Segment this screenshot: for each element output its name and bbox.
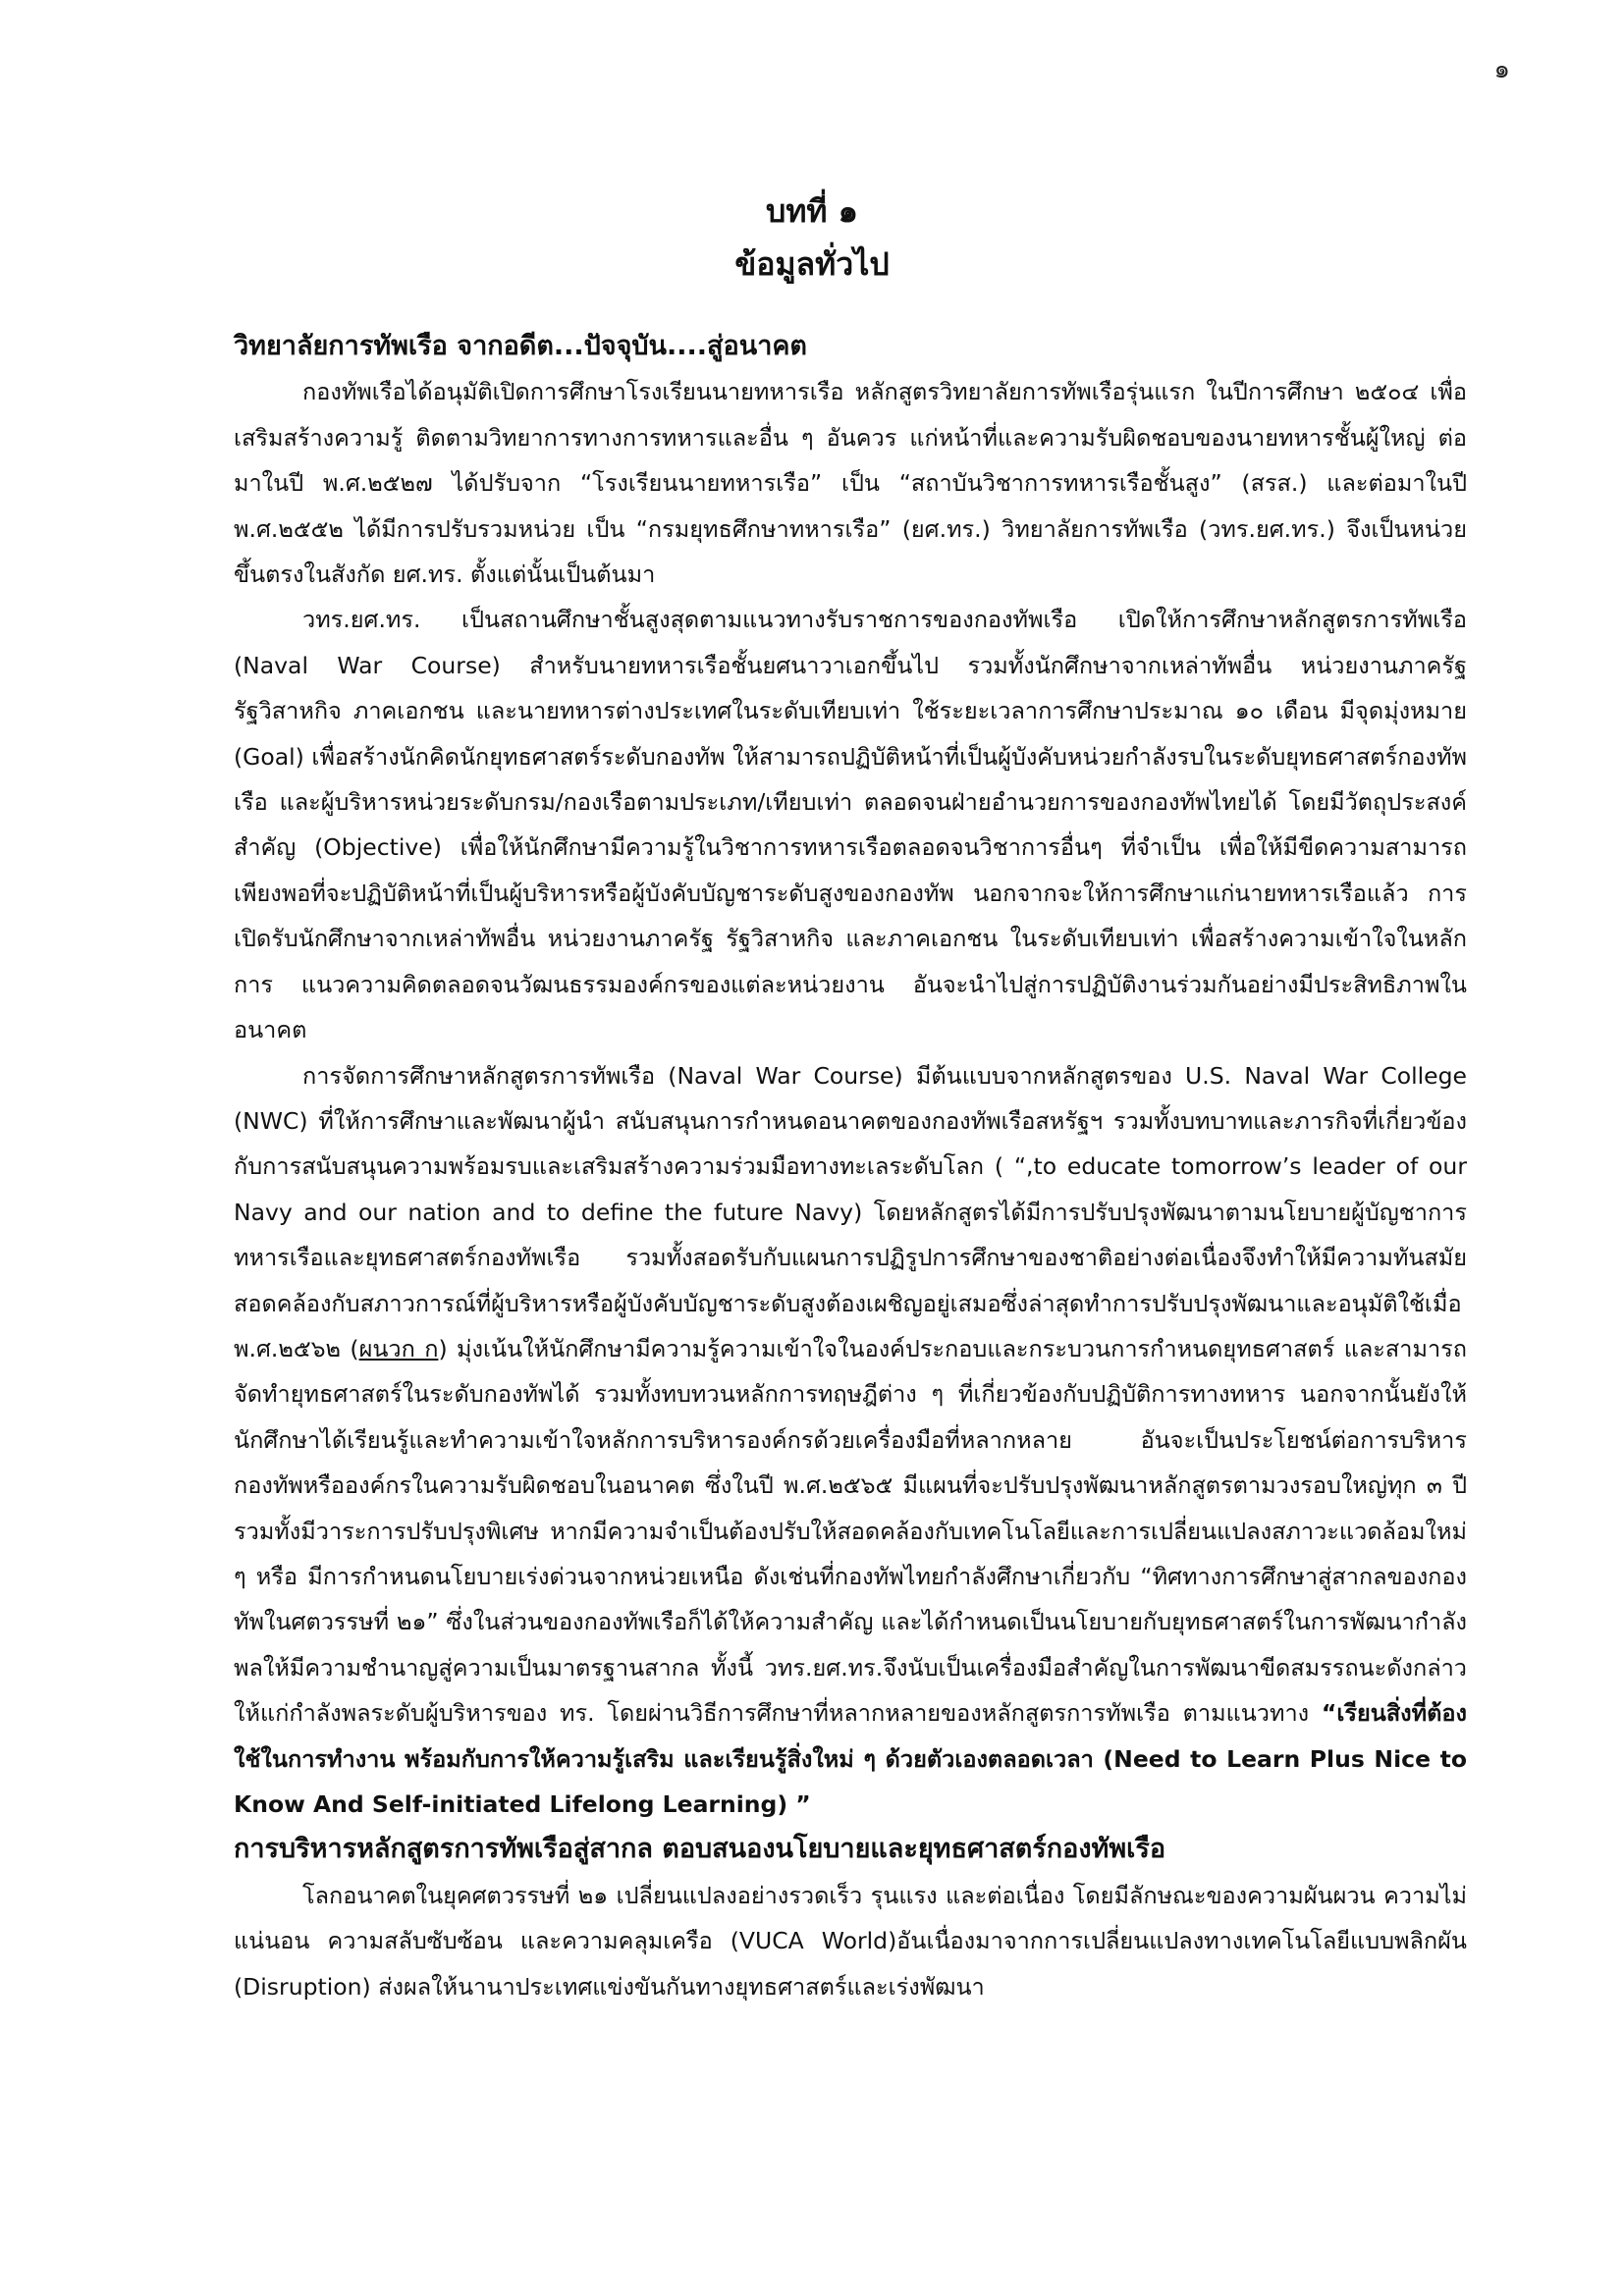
learning-motto: “เรียนสิ่งที่ต้องใช้ในการทำงาน พร้อมกับการให้ความรู้เสริม และเรียนรู้สิ่งใหม่ ๆ ด้วยตัวเองตลอดเวลา (Need to Learn Plus Nice to Know And Self-initiated Lifelong Learning) ” [234, 1699, 1467, 1818]
annex-a-link[interactable]: ผนวก ก [358, 1334, 439, 1362]
section-heading-history: วิทยาลัยการทัพเรือ จากอดีต...ปัจจุบัน....สู่อนาคต [234, 331, 807, 361]
curriculum-text-start: การจัดการศึกษาหลักสูตรการทัพเรือ (Naval War Course) มีต้นแบบจากหลักสูตรของ U.S. Naval War College (NWC) ที่ให้การศึกษาและพัฒนาผู้นำ สนับสนุนการกำหนดอนาคตของกองทัพเรือสหรัฐฯ รวมทั้งบทบาทและภารกิจที่เกี่ยวข้องกับการสนับสนุนความพร้อมรบและเสริมสร้างความร่วมมือทางทะเลระดับโลก ( “,to educate tomorrow’s leader of our Navy and our nation and to define the future Navy) โดยหลักสูตรได้มีการปรับปรุงพัฒนาตามนโยบายผู้บัญชาการทหารเรือและยุทธศาสตร์กองทัพเรือ รวมทั้งสอดรับกับแผนการปฏิรูปการศึกษาของชาติอย่างต่อเนื่องจึงทำให้มีความทันสมัย สอดคล้องกับสภาวการณ์ที่ผู้บริหารหรือผู้บังคับบัญชาระดับสูงต้องเผชิญอยู่เสมอซึ่งล่าสุดทำการปรับปรุงพัฒนาและอนุมัติใช้เมื่อ พ.ศ.๒๕๖๒ ( [234, 1061, 1467, 1362]
chapter-title: ข้อมูลทั่วไป [734, 245, 890, 283]
document-body [234, 324, 1467, 2009]
page-number: ๑ [1493, 55, 1510, 84]
chapter-number: บทที่ ๑ [766, 192, 858, 230]
paragraph-future-world: โลกอนาคตในยุคศตวรรษที่ ๒๑ เปลี่ยนแปลงอย่างรวดเร็ว รุนแรง และต่อเนื่อง โดยมีลักษณะของความผันผวน ความไม่แน่นอน ความสลับซับซ้อน และความคลุมเครือ (VUCA World)อันเนื่องมาจากการเปลี่ยนแปลงทางเทคโนโลยีแบบพลิกผัน (Disruption) ส่งผลให้นานาประเทศแข่งขันกันทางยุทธศาสตร์และเร่งพัฒนา [234, 1881, 1467, 2001]
paragraph-curriculum [234, 1053, 1467, 1828]
paragraph-history: กองทัพเรือได้อนุมัติเปิดการศึกษาโรงเรียนนายทหารเรือ หลักสูตรวิทยาลัยการทัพเรือรุ่นแรก ในปีการศึกษา ๒๕๐๔ เพื่อเสริมสร้างความรู้ ติดตามวิทยาการทางการทหารและอื่น ๆ อันควร แก่หน้าที่และความรับผิดชอบของนายทหารชั้นผู้ใหญ่ ต่อมาในปี พ.ศ.๒๕๒๗ ได้ปรับจาก “โรงเรียนนายทหารเรือ” เป็น “สถาบันวิชาการทหารเรือชั้นสูง” (สรส.) และต่อมาในปี พ.ศ.๒๕๕๒ ได้มีการปรับรวมหน่วย เป็น “กรมยุทธศึกษาทหารเรือ” (ยศ.ทร.) วิทยาลัยการทัพเรือ (วทร.ยศ.ทร.) จึงเป็นหน่วยขึ้นตรงในสังกัด ยศ.ทร. ตั้งแต่นั้นเป็นต้นมา [234, 378, 1467, 589]
section-heading-international: การบริหารหลักสูตรการทัพเรือสู่สากล ตอบสนองนโยบายและยุทธศาสตร์กองทัพเรือ [234, 1834, 1166, 1865]
paragraph-course-overview: วทร.ยศ.ทร. เป็นสถานศึกษาชั้นสูงสุดตามแนวทางรับราชการของกองทัพเรือ เปิดให้การศึกษาหลักสูตรการทัพเรือ (Naval War Course) สำหรับนายทหารเรือชั้นยศนาวาเอกขึ้นไป รวมทั้งนักศึกษาจากเหล่าทัพอื่น หน่วยงานภาครัฐ รัฐวิสาหกิจ ภาคเอกชน และนายทหารต่างประเทศในระดับเทียบเท่า ใช้ระยะเวลาการศึกษาประมาณ ๑๐ เดือน มีจุดมุ่งหมาย (Goal) เพื่อสร้างนักคิดนักยุทธศาสตร์ระดับกองทัพ ให้สามารถปฏิบัติหน้าที่เป็นผู้บังคับหน่วยกำลังรบในระดับยุทธศาสตร์กองทัพเรือ และผู้บริหารหน่วยระดับกรม/กองเรือตามประเภท/เทียบเท่า ตลอดจนฝ่ายอำนวยการของกองทัพไทยได้ โดยมีวัตถุประสงค์สำคัญ (Objective) เพื่อให้นักศึกษามีความรู้ในวิชาการทหารเรือตลอดจนวิชาการอื่นๆ ที่จำเป็น เพื่อให้มีขีดความสามารถเพียงพอที่จะปฏิบัติหน้าที่เป็นผู้บริหารหรือผู้บังคับบัญชาระดับสูงของกองทัพ นอกจากจะให้การศึกษาแก่นายทหารเรือแล้ว การเปิดรับนักศึกษาจากเหล่าทัพอื่น หน่วยงานภาครัฐ รัฐวิสาหกิจ และภาคเอกชน ในระดับเทียบเท่า เพื่อสร้างความเข้าใจในหลักการ แนวความคิดตลอดจนวัฒนธรรมองค์กรของแต่ละหน่วยงาน อันจะนำไปสู่การปฏิบัติงานร่วมกันอย่างมีประสิทธิภาพในอนาคต [234, 606, 1467, 1044]
chapter-header [0, 185, 1624, 291]
curriculum-text-middle: ) มุ่งเน้นให้นักศึกษามีความรู้ความเข้าใจในองค์ประกอบและกระบวนการกำหนดยุทธศาสตร์ และสามารถจัดทำยุทธศาสตร์ในระดับกองทัพได้ รวมทั้งทบทวนหลักการทฤษฎีต่าง ๆ ที่เกี่ยวข้องกับปฏิบัติการทางทหาร นอกจากนั้นยังให้นักศึกษาได้เรียนรู้และทำความเข้าใจหลักการบริหารองค์กรด้วยเครื่องมือที่หลากหลาย อันจะเป็นประโยชน์ต่อการบริหารกองทัพหรือองค์กรในความรับผิดชอบในอนาคต ซึ่งในปี พ.ศ.๒๕๖๕ มีแผนที่จะปรับปรุงพัฒนาหลักสูตรตามวงรอบใหญ่ทุก ๓ ปี รวมทั้งมีวาระการปรับปรุงพิเศษ หากมีความจำเป็นต้องปรับให้สอดคล้องกับเทคโนโลยีและการเปลี่ยนแปลงสภาวะแวดล้อมใหม่ ๆ หรือ มีการกำหนดนโยบายเร่งด่วนจากหน่วยเหนือ ดังเช่นที่กองทัพไทยกำลังศึกษาเกี่ยวกับ “ทิศทางการศึกษาสู่สากลของกองทัพในศตวรรษที่ ๒๑” ซึ่งในส่วนของกองทัพเรือก็ได้ให้ความสำคัญ และได้กำหนดเป็นนโยบายกับยุทธศาสตร์ในการพัฒนากำลังพลให้มีความชำนาญสู่ความเป็นมาตรฐานสากล ทั้งนี้ วทร.ยศ.ทร.จึงนับเป็นเครื่องมือสำคัญในการพัฒนาขีดสมรรถนะดังกล่าวให้แก่กำลังพลระดับผู้บริหารของ ทร. โดยผ่านวิธีการศึกษาที่หลากหลายของหลักสูตรการทัพเรือ ตามแนวทาง [234, 1334, 1467, 1728]
